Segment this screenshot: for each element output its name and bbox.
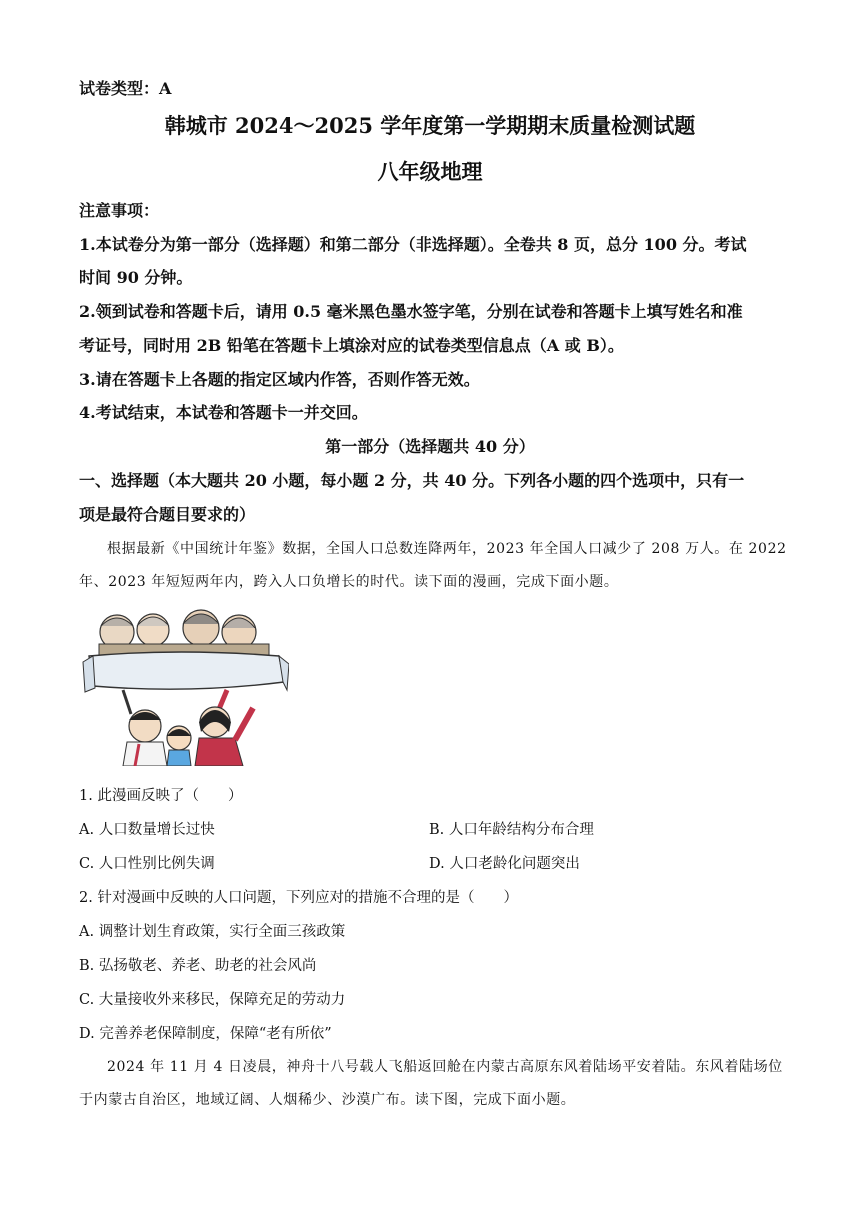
q1-stem: 1. 此漫画反映了（ ） <box>79 788 243 804</box>
banner <box>89 652 284 689</box>
note-4: 4.考试结束，本试卷和答题卡一并交回。 <box>79 403 368 422</box>
q2-option-b: B. 弘扬敬老、养老、助老的社会风尚 <box>79 958 317 974</box>
younger-figures <box>123 690 253 766</box>
paper-type: 试卷类型：A <box>79 79 172 98</box>
note-2-line-2: 考证号，同时用 2B 铅笔在答题卡上填涂对应的试卷类型信息点（A 或 B）。 <box>79 336 624 355</box>
q2-option-a: A. 调整计划生育政策，实行全面三孩政策 <box>79 924 346 940</box>
passage-2-line-2: 于内蒙古自治区，地域辽阔、人烟稀少、沙漠广布。读下图，完成下面小题。 <box>79 1092 576 1108</box>
q2-option-c: C. 大量接收外来移民，保障充足的劳动力 <box>79 992 346 1008</box>
note-2-line-1: 2.领到试卷和答题卡后，请用 0.5 毫米黑色墨水签字笔，分别在试卷和答题卡上填写姓名和准 <box>79 302 743 321</box>
q2-option-d: D. 完善养老保障制度，保障“老有所依” <box>79 1026 332 1042</box>
population-cartoon <box>79 604 289 766</box>
q1-option-b: B. 人口年龄结构分布合理 <box>429 822 594 838</box>
q1-option-a: A. 人口数量增长过快 <box>79 822 215 838</box>
q2-stem: 2. 针对漫画中反映的人口问题，下列应对的措施不合理的是（ ） <box>79 890 518 906</box>
q1-option-d: D. 人口老龄化问题突出 <box>429 856 580 872</box>
note-3: 3.请在答题卡上各题的指定区域内作答，否则作答无效。 <box>79 370 480 389</box>
q1-option-c: C. 人口性别比例失调 <box>79 856 215 872</box>
passage-1-line-2: 年、2023 年短短两年内，跨入人口负增长的时代。读下面的漫画，完成下面小题。 <box>79 574 619 590</box>
part1-heading: 第一部分（选择题共 40 分） <box>325 437 535 456</box>
passage-2-line-1: 2024 年 11 月 4 日凌晨，神舟十八号载人飞船返回舱在内蒙古高原东风着陆场平安着陆。东风着陆场位 <box>107 1059 783 1075</box>
exam-subtitle: 八年级地理 <box>377 159 483 184</box>
section-instructions-line-1: 一、选择题（本大题共 20 小题，每小题 2 分，共 40 分。下列各小题的四个选项中，只有一 <box>79 471 745 490</box>
exam-title: 韩城市 2024～2025 学年度第一学期期末质量检测试题 <box>164 113 696 138</box>
section-instructions-line-2: 项是最符合题目要求的） <box>79 505 256 524</box>
passage-1-line-1: 根据最新《中国统计年鉴》数据，全国人口总数连降两年，2023 年全国人口减少了 208 万人。在 2022 <box>107 541 787 557</box>
notes-heading: 注意事项： <box>79 201 160 220</box>
note-1-line-2: 时间 90 分钟。 <box>79 268 193 287</box>
note-1-line-1: 1.本试卷分为第一部分（选择题）和第二部分（非选择题）。全卷共 8 页，总分 100 分。考试 <box>79 235 747 254</box>
